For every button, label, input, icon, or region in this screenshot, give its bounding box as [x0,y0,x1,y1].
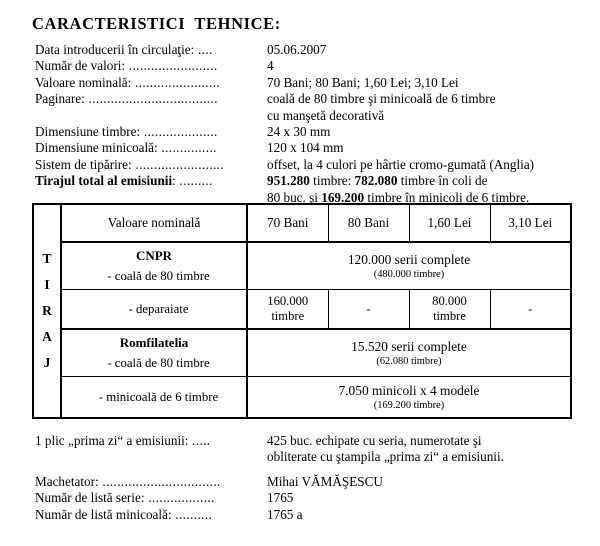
sub-desc: - minicoală de 6 timbre [98,389,219,404]
tiraj-table [32,203,572,419]
table-cell-merged [247,242,571,290]
spec-continuation-plic: obliterate cu ştampila „prima zi“ a emisiunii. [267,449,504,465]
tiraj-letter: T [42,251,52,266]
spec-row-dimensiune-minicoala [35,140,580,156]
spec-row-plic-prima-zi [35,433,580,449]
table-header-value: 3,10 Lei [490,204,571,242]
table-cell-value [247,290,328,330]
spec-value: 951.280 timbre: 782.080 timbre în coli de [267,173,488,189]
spec-label: Dimensiune minicoală: ............... [35,140,217,156]
spec-row-valoare-nominala [35,75,580,91]
spec-row-data-introducerii [35,42,580,58]
spec-value: 4 [267,58,274,74]
table-row [33,242,571,290]
tiraj-letter: J [43,355,51,370]
org-name: Romfilatelia [119,335,189,350]
table-header-value: 70 Bani [247,204,328,242]
specs-mid-block [35,124,580,206]
spec-label: Sistem de tipărire: ........................ [35,156,225,172]
spec-label: Dimensiune timbre: .................... [35,124,218,139]
table-header-value: 80 Bani [328,204,409,242]
spec-value: coală de 80 timbre şi minicoală de 6 timbre [267,91,496,107]
merged-sub: (62.080 timbre) [376,355,442,367]
specs-bottom-block [35,433,580,523]
spec-value: 1765 [267,490,294,506]
merged-sub: (480.000 timbre) [373,268,445,280]
spec-continuation-paginare: cu manşetă decorativă [267,107,385,123]
tiraj-letter: A [42,329,52,344]
value-line2: timbre [433,309,466,323]
spec-row-numar-lista-serie [35,490,580,506]
table-row [33,290,571,330]
table-cell-merged [247,377,571,419]
spec-value: 70 Bani; 80 Bani; 1,60 Lei; 3,10 Lei [267,74,459,90]
spec-label: Număr de listă serie: .................. [35,490,215,506]
spec-row-numar-de-valori [35,58,580,74]
spec-value: 24 x 30 mm [267,124,331,139]
table-cell-value: - [328,290,409,330]
spec-value: 120 x 104 mm [267,140,344,156]
merged-main: 15.520 serii complete [351,338,467,354]
merged-main: 7.050 minicoli x 4 modele [338,382,480,398]
org-name: CNPR [135,248,173,263]
table-row [33,377,571,419]
value-line1: 160.000 [267,294,309,309]
table-header-value: 1,60 Lei [409,204,490,242]
table-cell-desc [61,242,247,290]
specs-top-block [35,42,580,124]
spec-row-dimensiune-timbre [35,124,580,140]
spacer [35,466,580,474]
spec-label: Număr de listă minicoală: .......... [35,506,213,522]
table-header-row [33,204,571,242]
value-line1: 80.000 [432,294,467,309]
spec-label: Tirajul total al emisiunii: ......... [35,173,213,189]
sub-desc: - coală de 80 timbre [107,356,210,370]
spec-label: 1 plic „prima zi“ a emisiunii: ..... [35,433,211,448]
spec-row-numar-lista-minicoala [35,507,580,523]
table-cell-merged [247,329,571,377]
tiraj-letter: I [44,277,50,292]
spec-row-tirajul-total [35,173,580,189]
spec-row-paginare [35,91,580,107]
table-cell-value: - [490,290,571,330]
sub-desc: - coală de 80 timbre [107,269,210,283]
spec-label: Valoare nominală: ....................... [35,74,221,90]
spec-continuation-tirajul-total: 80 buc. şi 169.200 timbre în minicoli de 6 timbre. [267,189,530,205]
spec-value: 425 buc. echipate cu seria, numerotate şi [267,433,482,448]
table-cell-desc [61,329,247,377]
table-header-desc: Valoare nominală [61,204,247,242]
spec-value: 05.06.2007 [267,42,327,57]
spec-label: Data introducerii în circulaţie: .... [35,42,213,57]
value-line2: timbre [271,309,305,323]
spec-row-sistem-de-tiparire [35,157,580,173]
table-cell-desc [61,290,247,330]
table-row [33,329,571,377]
table-cell-value [409,290,490,330]
merged-sub: (169.200 timbre) [373,399,445,411]
tiraj-letter: R [42,303,52,318]
spec-value: Mihai VĂMĂŞESCU [267,473,383,489]
table-cell-desc [61,377,247,419]
sub-desc: - deparaiate [128,301,189,316]
spec-label: Machetator: ................................ [35,473,221,489]
tiraj-vertical-label [33,204,61,418]
spec-value: 1765 a [267,506,303,522]
spec-label: Paginare: ................................... [35,91,218,107]
merged-main: 120.000 serii complete [347,251,471,267]
spec-label: Număr de valori: ........................ [35,58,218,74]
spec-row-machetator [35,474,580,490]
spec-value: offset, la 4 culori pe hârtie cromo-gumată (Anglia) [267,156,535,172]
page-title: CARACTERISTICI TEHNICE: [32,14,281,33]
